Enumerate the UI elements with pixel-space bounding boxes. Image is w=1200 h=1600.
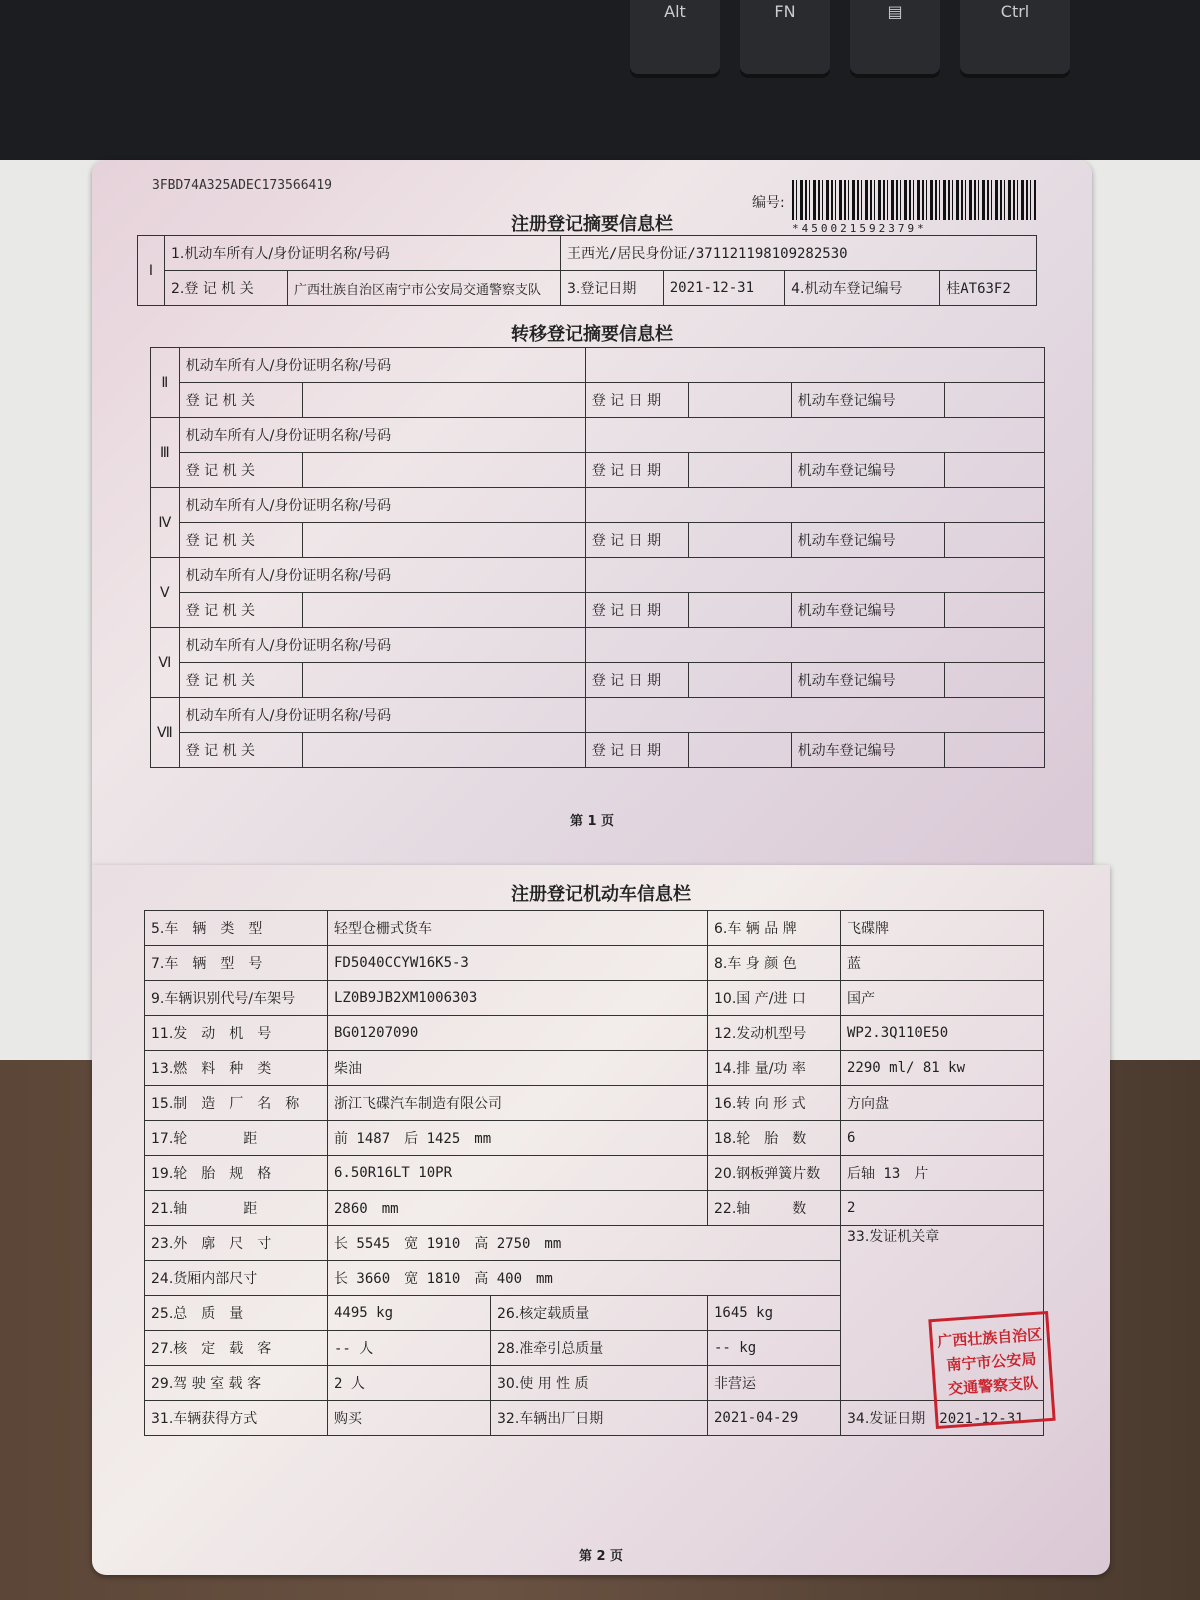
section1-title: 注册登记摘要信息栏 — [511, 214, 673, 235]
regno-value — [944, 733, 1044, 768]
authority-value — [302, 453, 585, 488]
roman-numeral: Ⅰ — [138, 236, 165, 306]
owner-label: 机动车所有人/身份证明名称/号码 — [179, 558, 585, 593]
seal-label: 33.发证机关章 — [841, 1226, 1044, 1401]
field-label: 31.车辆获得方式 — [145, 1401, 328, 1436]
transfer-table — [150, 347, 1045, 768]
field-label: 24.货厢内部尺寸 — [145, 1261, 328, 1296]
field-value: 购买 — [328, 1401, 491, 1436]
field-label: 13.燃 料 种 类 — [145, 1051, 328, 1086]
regno-label: 机动车登记编号 — [791, 663, 944, 698]
authority-value — [302, 383, 585, 418]
page-number-2: 第 2 页 — [578, 1549, 624, 1564]
section2-title: 转移登记摘要信息栏 — [511, 324, 673, 345]
roman-numeral: Ⅱ — [151, 348, 180, 418]
field-label: 6.车 辆 品 牌 — [708, 911, 841, 946]
regno-value — [944, 453, 1044, 488]
owner-value — [585, 488, 1044, 523]
roman-numeral: Ⅶ — [151, 698, 180, 768]
field-value: 4495 kg — [328, 1296, 491, 1331]
owner-label: 机动车所有人/身份证明名称/号码 — [179, 628, 585, 663]
authority-label: 登 记 机 关 — [179, 733, 302, 768]
date-label: 登 记 日 期 — [585, 523, 688, 558]
owner-label: 机动车所有人/身份证明名称/号码 — [179, 418, 585, 453]
field-label: 10.国 产/进 口 — [708, 981, 841, 1016]
seal-line: 南宁市公安局 — [945, 1349, 1037, 1375]
menu-key: ▤ — [850, 0, 940, 78]
field-value: -- kg — [708, 1331, 841, 1366]
fn-key: FN — [740, 0, 830, 78]
authority-value — [302, 593, 585, 628]
regno-value — [944, 663, 1044, 698]
certificate-page-1 — [92, 160, 1092, 865]
owner-label: 机动车所有人/身份证明名称/号码 — [179, 348, 585, 383]
field-value: 柴油 — [328, 1051, 708, 1086]
owner-label: 1.机动车所有人/身份证明名称/号码 — [165, 236, 561, 271]
field-label: 14.排 量/功 率 — [708, 1051, 841, 1086]
field-label: 17.轮 距 — [145, 1121, 328, 1156]
owner-value: 王西光/居民身份证/371121198109282530 — [561, 236, 1037, 271]
field-label: 7.车 辆 型 号 — [145, 946, 328, 981]
field-label: 22.轴 数 — [708, 1191, 841, 1226]
owner-label: 机动车所有人/身份证明名称/号码 — [179, 488, 585, 523]
vehicle-title: 注册登记机动车信息栏 — [511, 884, 691, 905]
date-label: 登 记 日 期 — [585, 453, 688, 488]
owner-value — [585, 698, 1044, 733]
regno-label: 机动车登记编号 — [791, 383, 944, 418]
authority-value — [302, 733, 585, 768]
owner-value — [585, 348, 1044, 383]
field-value: 1645 kg — [708, 1296, 841, 1331]
owner-value — [585, 628, 1044, 663]
seal-line: 广西壮族自治区 — [936, 1325, 1043, 1351]
field-label: 16.转 向 形 式 — [708, 1086, 841, 1121]
regno-label: 机动车登记编号 — [791, 523, 944, 558]
authority-value — [302, 663, 585, 698]
regno-value — [944, 383, 1044, 418]
seal-line: 交通警察支队 — [947, 1373, 1039, 1399]
authority-label: 登 记 机 关 — [179, 663, 302, 698]
date-label: 登 记 日 期 — [585, 663, 688, 698]
field-value: WP2.3Q110E50 — [841, 1016, 1044, 1051]
field-value: 方向盘 — [841, 1086, 1044, 1121]
field-value: 蓝 — [841, 946, 1044, 981]
field-label: 11.发 动 机 号 — [145, 1016, 328, 1051]
field-label: 28.准牵引总质量 — [491, 1331, 708, 1366]
field-value: 长 3660 宽 1810 高 400 mm — [328, 1261, 841, 1296]
registration-summary-table — [137, 235, 1037, 306]
field-value: 6 — [841, 1121, 1044, 1156]
field-label: 32.车辆出厂日期 — [491, 1401, 708, 1436]
regno-label: 4.机动车登记编号 — [785, 271, 940, 306]
field-value: LZ0B9JB2XM1006303 — [328, 981, 708, 1016]
vehicle-info-table — [144, 910, 1044, 1436]
date-value — [688, 453, 791, 488]
authority-label: 登 记 机 关 — [179, 523, 302, 558]
field-value: FD5040CCYW16K5-3 — [328, 946, 708, 981]
field-label: 20.钢板弹簧片数 — [708, 1156, 841, 1191]
field-label: 27.核 定 载 客 — [145, 1331, 328, 1366]
field-label: 8.车 身 颜 色 — [708, 946, 841, 981]
regno-label: 机动车登记编号 — [791, 593, 944, 628]
roman-numeral: Ⅲ — [151, 418, 180, 488]
number-label: 编号: — [752, 195, 785, 211]
date-value — [688, 383, 791, 418]
issuing-seal — [928, 1311, 1055, 1429]
date-value — [688, 523, 791, 558]
field-value: -- 人 — [328, 1331, 491, 1366]
owner-value — [585, 418, 1044, 453]
field-value: 前 1487 后 1425 mm — [328, 1121, 708, 1156]
field-value: 2 人 — [328, 1366, 491, 1401]
field-value: BG01207090 — [328, 1016, 708, 1051]
roman-numeral: Ⅴ — [151, 558, 180, 628]
field-value: 浙江飞碟汽车制造有限公司 — [328, 1086, 708, 1121]
date-label: 3.登记日期 — [561, 271, 664, 306]
field-value: 2860 mm — [328, 1191, 708, 1226]
authority-label: 登 记 机 关 — [179, 383, 302, 418]
field-label: 5.车 辆 类 型 — [145, 911, 328, 946]
field-value: 2290 ml/ 81 kw — [841, 1051, 1044, 1086]
date-value — [688, 663, 791, 698]
issue-date-value: 2021-12-31 — [939, 1411, 1024, 1427]
date-label: 登 记 日 期 — [585, 593, 688, 628]
regno-value — [944, 523, 1044, 558]
issue-date-label: 34.发证日期 — [847, 1411, 926, 1427]
date-label: 登 记 日 期 — [585, 733, 688, 768]
date-label: 登 记 日 期 — [585, 383, 688, 418]
keyboard — [0, 0, 1200, 160]
roman-numeral: Ⅵ — [151, 628, 180, 698]
authority-value — [302, 523, 585, 558]
field-label: 21.轴 距 — [145, 1191, 328, 1226]
roman-numeral: Ⅳ — [151, 488, 180, 558]
regno-label: 机动车登记编号 — [791, 733, 944, 768]
field-value: 国产 — [841, 981, 1044, 1016]
owner-value — [585, 558, 1044, 593]
field-label: 26.核定载质量 — [491, 1296, 708, 1331]
field-value: 后轴 13 片 — [841, 1156, 1044, 1191]
page-number-1: 第 1 页 — [569, 814, 615, 829]
field-label: 15.制 造 厂 名 称 — [145, 1086, 328, 1121]
field-value: 2021-04-29 — [708, 1401, 841, 1436]
serial-number: 3FBD74A325ADEC173566419 — [152, 178, 333, 193]
field-label: 29.驾 驶 室 载 客 — [145, 1366, 328, 1401]
certificate-page-2 — [92, 865, 1110, 1575]
regno-value: 桂AT63F2 — [940, 271, 1037, 306]
field-label: 25.总 质 量 — [145, 1296, 328, 1331]
field-value: 非营运 — [708, 1366, 841, 1401]
field-value: 6.50R16LT 10PR — [328, 1156, 708, 1191]
date-value: 2021-12-31 — [663, 271, 784, 306]
field-value: 轻型仓栅式货车 — [328, 911, 708, 946]
field-label: 18.轮 胎 数 — [708, 1121, 841, 1156]
authority-label: 2.登 记 机 关 — [165, 271, 288, 306]
field-label: 19.轮 胎 规 格 — [145, 1156, 328, 1191]
ctrl-key: Ctrl — [960, 0, 1070, 78]
barcode-number: *450021592379* — [792, 222, 927, 235]
owner-label: 机动车所有人/身份证明名称/号码 — [179, 698, 585, 733]
authority-value: 广西壮族自治区南宁市公安局交通警察支队 — [288, 271, 561, 306]
field-label: 30.使 用 性 质 — [491, 1366, 708, 1401]
authority-label: 登 记 机 关 — [179, 453, 302, 488]
regno-value — [944, 593, 1044, 628]
field-value: 长 5545 宽 1910 高 2750 mm — [328, 1226, 841, 1261]
field-value: 飞碟牌 — [841, 911, 1044, 946]
authority-label: 登 记 机 关 — [179, 593, 302, 628]
field-label: 9.车辆识别代号/车架号 — [145, 981, 328, 1016]
field-label: 23.外 廓 尺 寸 — [145, 1226, 328, 1261]
field-value: 2 — [841, 1191, 1044, 1226]
date-value — [688, 593, 791, 628]
regno-label: 机动车登记编号 — [791, 453, 944, 488]
date-value — [688, 733, 791, 768]
alt-key: Alt — [630, 0, 720, 78]
field-label: 12.发动机型号 — [708, 1016, 841, 1051]
